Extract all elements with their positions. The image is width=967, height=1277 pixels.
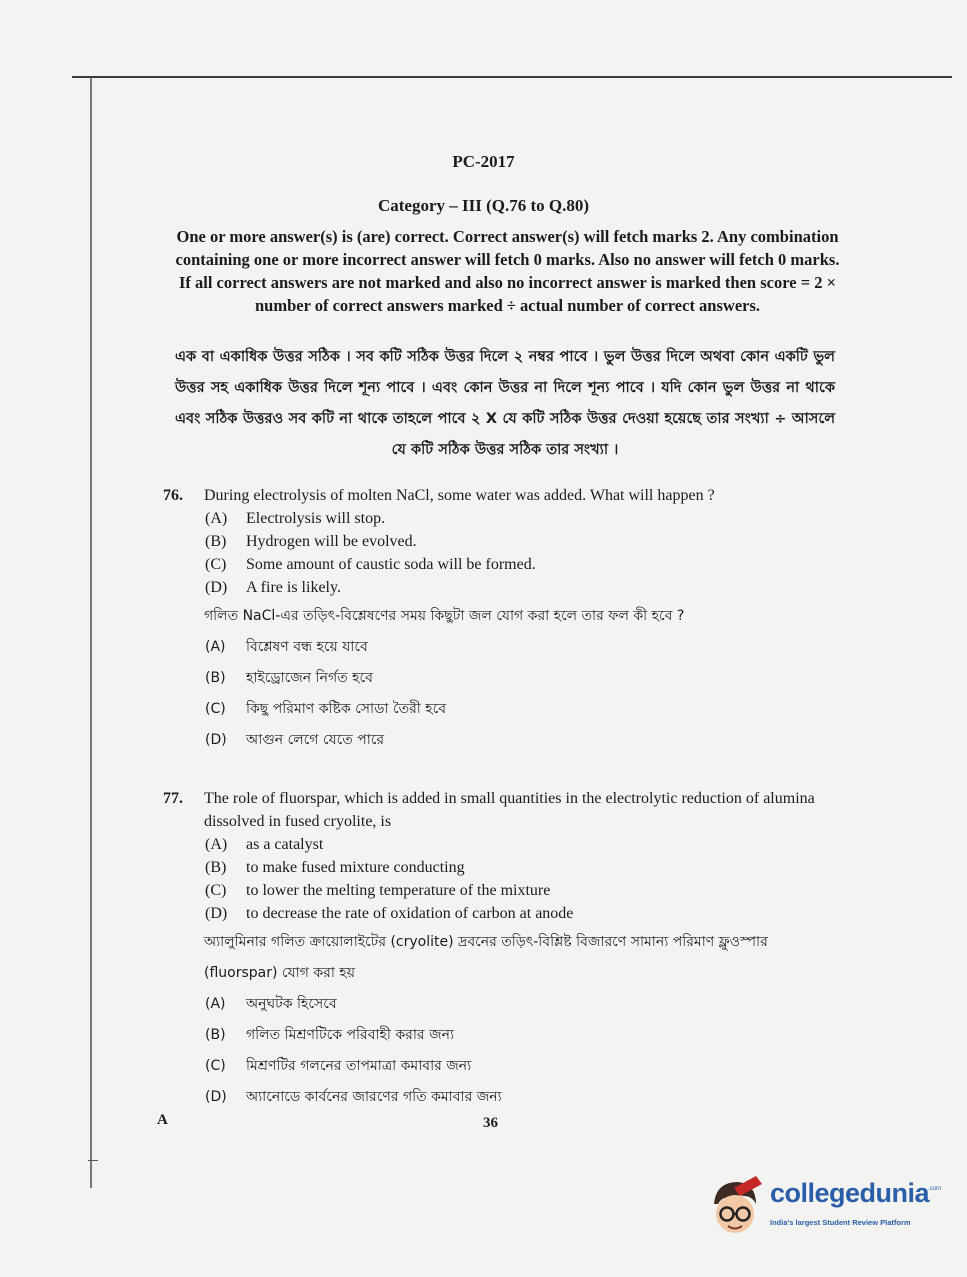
- option-d-bengali: [205, 725, 833, 756]
- option-b: [205, 530, 833, 553]
- mascot-icon: [704, 1174, 766, 1246]
- option-label: (B): [205, 670, 226, 686]
- question-number: 76.: [163, 487, 183, 504]
- question-text-english: The role of fluorspar, which is added in small quantities in the electrolytic reduction of alumina dissolved in fused cryolite, is: [204, 790, 815, 830]
- instructions-bengali: এক বা একাধিক উত্তর সঠিক । সব কটি সঠিক উত্তর দিলে ২ নম্বর পাবে । ভুল উত্তর দিলে অথবা কোন একটি ভুল উত্তর সহ একাধিক উত্তর দিলে শূন্য পাবে । এবং কোন উত্তর না দিলে শূন্য পাবে । যদি কোন ভুল উত্তর না থাকে এবং সঠিক উত্তরও সব কটি না থাকে তাহলে পাবে ২ X যে কটি সঠিক উত্তর দেওয়া হয়েছে তার সংখ্যা ÷ আসলে যে কটি সঠিক উত্তর সঠিক তার সংখ্যা ।: [175, 349, 835, 458]
- watermark-name: collegedunia: [770, 1178, 930, 1208]
- option-d-bengali: [205, 1082, 833, 1113]
- option-b-bengali: [205, 1020, 833, 1051]
- option-b-bengali: [205, 663, 833, 694]
- option-label: (A): [205, 510, 228, 527]
- option-label: (B): [205, 859, 227, 876]
- option-a: [205, 507, 833, 530]
- collegedunia-watermark: [700, 1172, 950, 1252]
- option-label: (A): [205, 996, 226, 1012]
- option-text: অ্যানোডে কার্বনের জারণের গতি কমাবার জন্য: [246, 1089, 502, 1105]
- option-c: [205, 879, 833, 902]
- option-text: অনুঘটক হিসেবে: [246, 996, 337, 1012]
- option-text: A fire is likely.: [246, 579, 341, 596]
- option-text: গলিত মিশ্রণটিকে পরিবাহী করার জন্য: [246, 1027, 455, 1043]
- option-text: Hydrogen will be evolved.: [246, 533, 417, 550]
- option-text: কিছু পরিমাণ কষ্টিক সোডা তৈরী হবে: [246, 701, 447, 717]
- watermark-suffix: .com: [928, 1186, 942, 1192]
- option-label: (C): [205, 701, 226, 717]
- question-77: [163, 787, 833, 1113]
- option-label: (A): [205, 639, 226, 655]
- option-text: Some amount of caustic soda will be formed.: [246, 556, 536, 573]
- option-a: [205, 833, 833, 856]
- option-label: (D): [205, 905, 228, 922]
- instructions-english: One or more answer(s) is (are) correct. Correct answer(s) will fetch marks 2. Any combination containing one or more incorrect answer will fetch 0 marks. Also no answer will fetch 0 marks. If all correct answers are not marked and also no incorrect answer is marked then score = 2 × number of correct answers marked ÷ actual number of correct answers.: [175, 227, 840, 315]
- option-d: [205, 576, 833, 599]
- option-label: (A): [205, 836, 228, 853]
- option-a-bengali: [205, 989, 833, 1020]
- option-label: (C): [205, 556, 227, 573]
- option-text: to lower the melting temperature of the mixture: [246, 882, 551, 899]
- option-label: (B): [205, 1027, 226, 1043]
- option-b: [205, 856, 833, 879]
- option-text: Electrolysis will stop.: [246, 510, 386, 527]
- option-text: বিশ্লেষণ বন্ধ হয়ে যাবে: [246, 639, 368, 655]
- option-c: [205, 553, 833, 576]
- option-label: (C): [205, 882, 227, 899]
- question-number: 77.: [163, 790, 183, 807]
- option-text: as a catalyst: [246, 836, 324, 853]
- watermark-tagline: India's largest Student Review Platform: [770, 1218, 911, 1227]
- question-76: [163, 484, 833, 756]
- option-label: (B): [205, 533, 227, 550]
- option-text: to make fused mixture conducting: [246, 859, 465, 876]
- page-number: 36: [483, 1115, 498, 1131]
- option-text: আগুন লেগে যেতে পারে: [246, 732, 385, 748]
- option-text: হাইড্রোজেন নির্গত হবে: [246, 670, 373, 686]
- question-text-bengali: অ্যালুমিনার গলিত ক্রায়োলাইটের (cryolite) দ্রবনের তড়িৎ-বিশ্লিষ্ট বিজারণে সামান্য পরিমাণ ফ্লুওস্পার (fluorspar) যোগ করা হয়: [204, 934, 768, 981]
- page-border-left: [90, 78, 92, 1188]
- question-text-bengali: গলিত NaCl-এর তড়িৎ-বিশ্লেষণের সময় কিছুটা জল যোগ করা হলে তার ফল কী হবে ?: [204, 608, 685, 624]
- option-label: (C): [205, 1058, 226, 1074]
- category-title: Category – III (Q.76 to Q.80): [377, 196, 590, 215]
- set-letter: A: [157, 1112, 168, 1128]
- option-text: মিশ্রণটির গলনের তাপমাত্রা কমাবার জন্য: [246, 1058, 472, 1074]
- option-c-bengali: [205, 1051, 833, 1082]
- question-text-english: During electrolysis of molten NaCl, some water was added. What will happen ?: [204, 487, 715, 504]
- option-a-bengali: [205, 632, 833, 663]
- margin-tick: [88, 1160, 98, 1161]
- option-text: to decrease the rate of oxidation of carbon at anode: [246, 905, 574, 922]
- option-label: (D): [205, 579, 228, 596]
- option-d: [205, 902, 833, 925]
- option-c-bengali: [205, 694, 833, 725]
- option-label: (D): [205, 1089, 227, 1105]
- paper-code: PC-2017: [452, 152, 515, 171]
- option-label: (D): [205, 732, 227, 748]
- page-border-top: [72, 76, 952, 78]
